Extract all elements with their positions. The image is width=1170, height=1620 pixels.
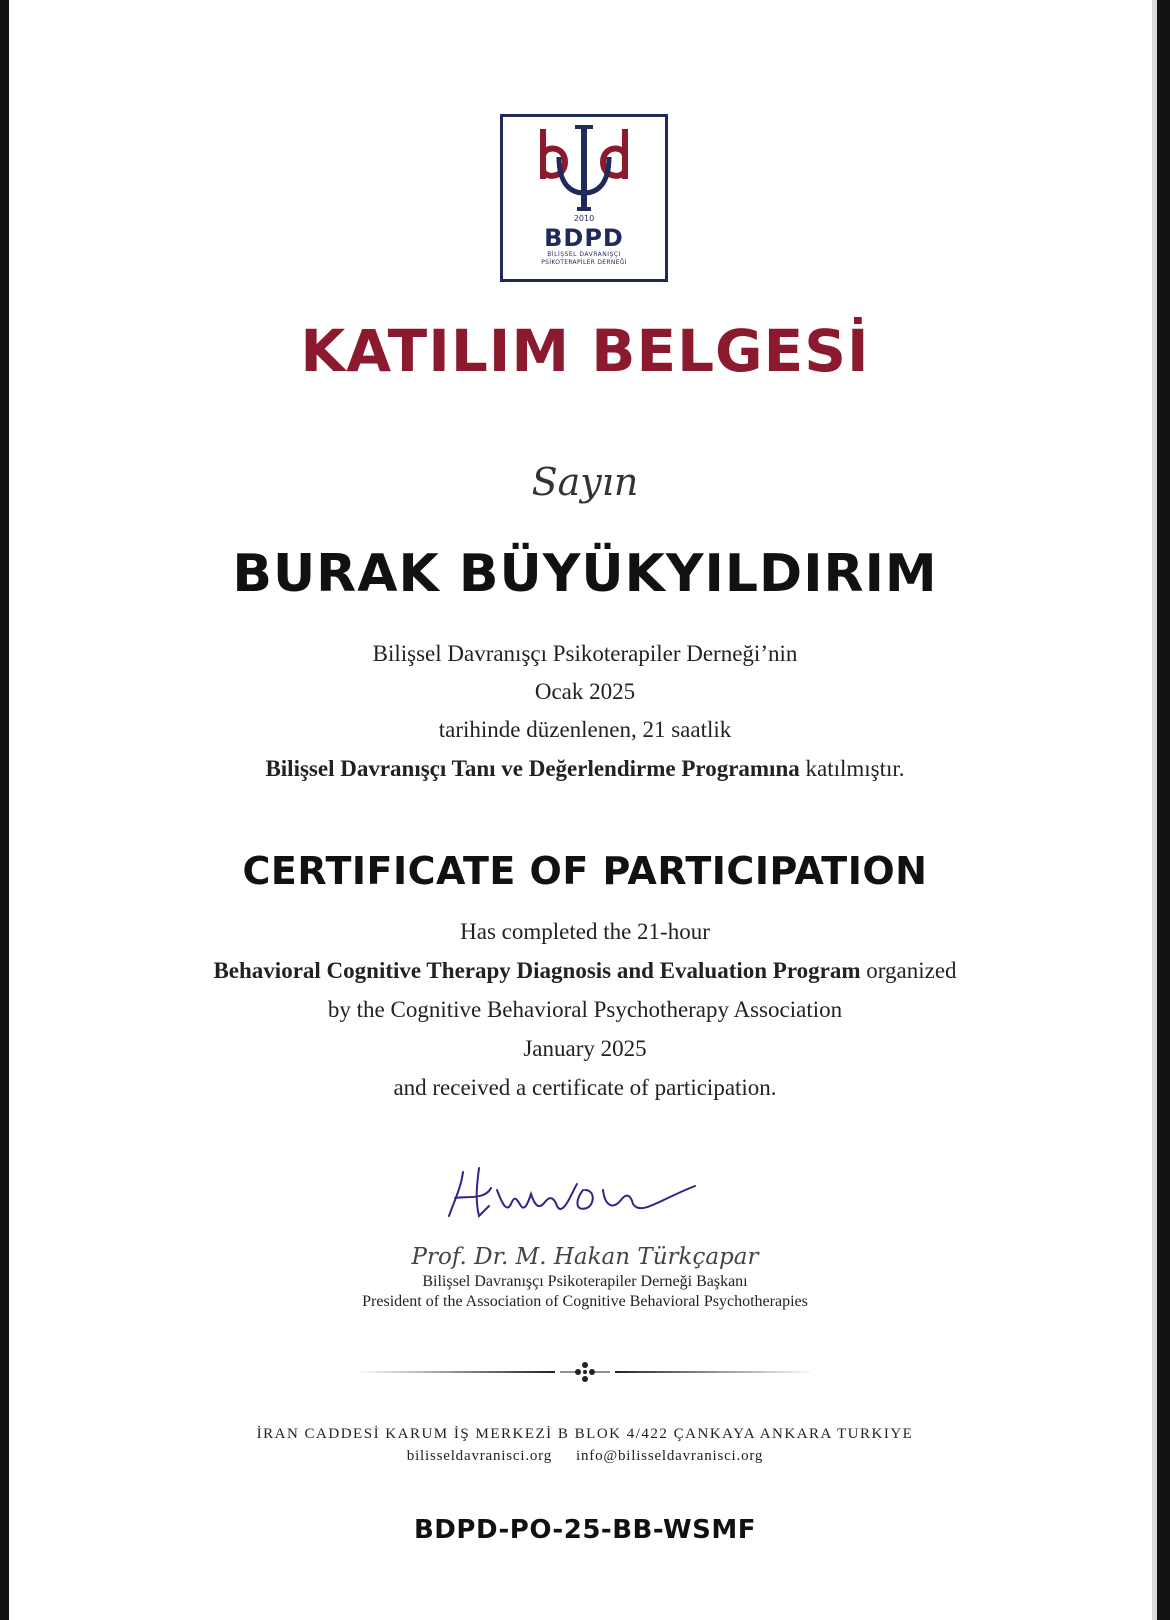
title-english: CERTIFICATE OF PARTICIPATION <box>242 849 928 893</box>
body-tr-line4-end: katılmıştır. <box>799 756 905 781</box>
title-turkish: KATILIM BELGESİ <box>300 317 870 385</box>
signatory-name: Prof. Dr. M. Hakan Türkçapar <box>411 1244 759 1270</box>
psi-emblem-icon <box>503 117 665 279</box>
salutation: Sayın <box>531 460 639 504</box>
program-name-en: Behavioral Cognitive Therapy Diagnosis and Evaluation Program <box>213 958 861 983</box>
body-en-line1: Has completed the 21-hour <box>460 919 710 944</box>
certificate-code: BDPD-PO-25-BB-WSMF <box>413 1515 756 1545</box>
body-en-line4: January 2025 <box>523 1036 647 1061</box>
ornament-divider-icon <box>355 1360 815 1384</box>
body-en-line5: and received a certificate of participation. <box>393 1075 777 1100</box>
recipient-name: BURAK BÜYÜKYILDIRIM <box>232 544 938 604</box>
left-border <box>0 0 9 1620</box>
program-name-tr: Bilişsel Davranışçı Tanı ve Değerlendirme Programına <box>265 756 800 781</box>
body-en-line3: by the Cognitive Behavioral Psychotherapy Association <box>327 997 843 1022</box>
logo-acronym: BDPD <box>544 224 624 252</box>
footer-contacts <box>0 1446 1170 1466</box>
body-en-line2-end: organized <box>860 958 957 983</box>
signatory-title-en: President of the Association of Cognitive Behavioral Psychotherapies <box>362 1293 808 1310</box>
body-tr-line1: Bilişsel Davranışçı Psikoterapiler Derneği’nin <box>372 641 798 666</box>
body-tr-line2: Ocak 2025 <box>534 679 636 704</box>
logo-year: 2010 <box>573 214 595 223</box>
body-tr-line3: tarihinde düzenlenen, 21 saatlik <box>438 717 732 742</box>
signature-image <box>445 1160 725 1230</box>
logo-line1: BİLİŞSEL DAVRANIŞÇI <box>547 251 621 258</box>
right-border <box>1157 0 1170 1620</box>
footer-website[interactable]: bilisseldavranisci.org <box>406 1448 552 1464</box>
body-tr-line4 <box>0 749 1170 788</box>
footer-email[interactable]: info@bilisseldavranisci.org <box>576 1448 764 1464</box>
signatory-title-tr: Bilişsel Davranışçı Psikoterapiler Derneği Başkanı <box>422 1273 748 1290</box>
body-en-line2 <box>0 951 1170 990</box>
logo-line2: PSİKOTERAPİLER DERNEĞİ <box>541 259 627 266</box>
bdpd-logo <box>500 114 668 282</box>
footer-address: İRAN CADDESİ KARUM İŞ MERKEZİ B BLOK 4/422 ÇANKAYA ANKARA TURKIYE <box>256 1426 914 1442</box>
